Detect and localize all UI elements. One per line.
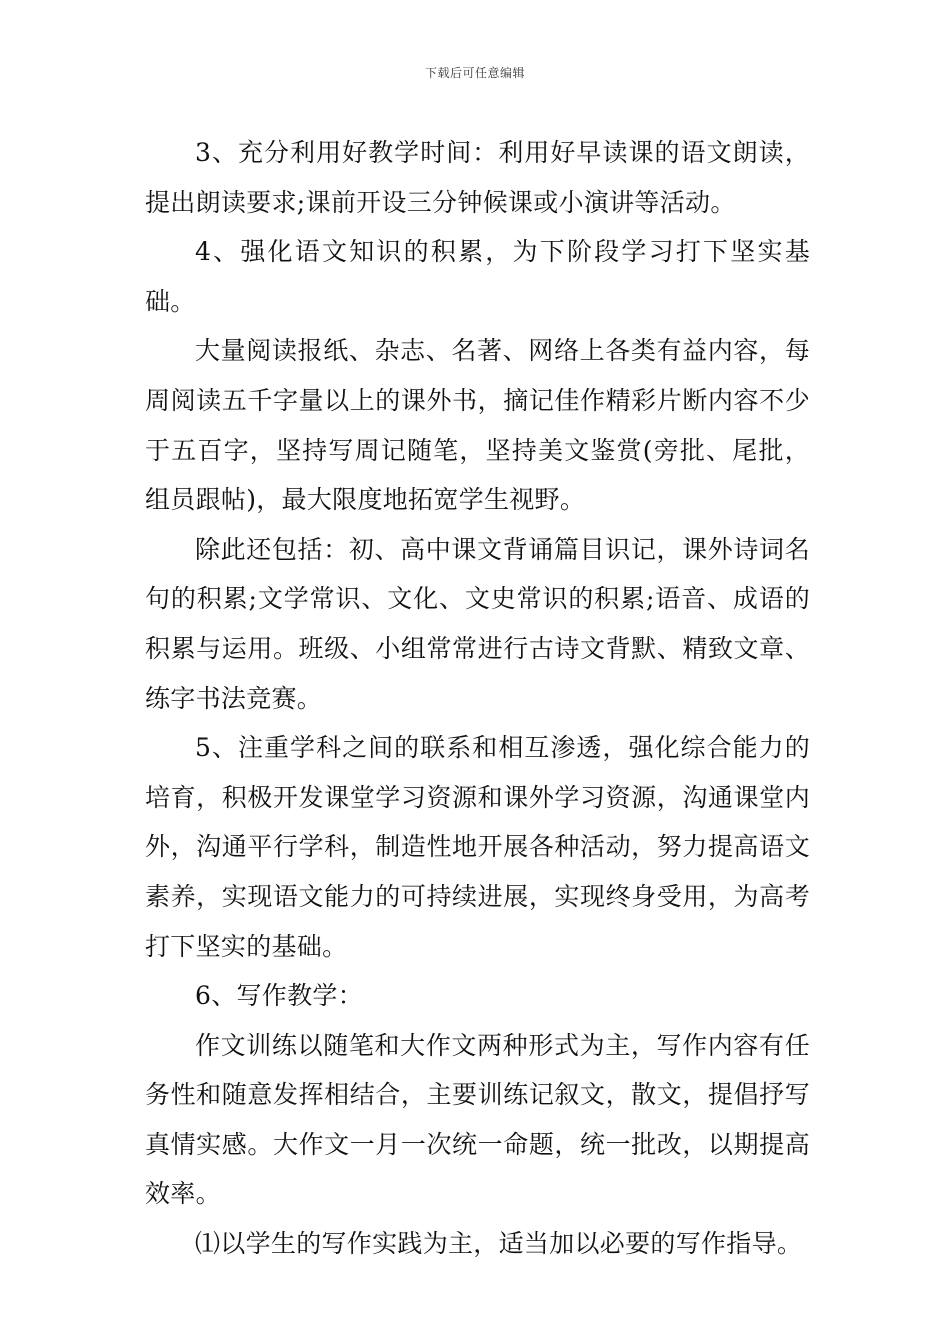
- paragraph-knowledge-accumulation: 4、强化语文知识的积累，为下阶段学习打下坚实基础。: [145, 237, 810, 316]
- paragraph-memorization: 除此还包括：初、高中课文背诵篇目识记，课外诗词名句的积累;文学常识、文化、文史常识的积累;语音、成语的积累与运用。班级、小组常常进行古诗文背默、精致文章、练字书法竞赛。: [145, 534, 810, 713]
- paragraph-writing-heading: 6、写作教学：: [195, 981, 364, 1011]
- paragraph-writing-practice: ⑴以学生的写作实践为主，适当加以必要的写作指导。: [195, 1229, 803, 1259]
- paragraph-cross-subject: 5、注重学科之间的联系和相互渗透，强化综合能力的培育，积极开发课堂学习资源和课外学习资源，沟通课堂内外，沟通平行学科，制造性地开展各种活动，努力提高语文素养，实现语文能力的可持续进展，实现终身受用，为高考打下坚实的基础。: [145, 733, 810, 961]
- paragraph-time-usage: 3、充分利用好教学时间：利用好早读课的语文朗读，提出朗读要求;课前开设三分钟候课或小演讲等活动。: [145, 138, 810, 217]
- paragraph-reading: 大量阅读报纸、杂志、名著、网络上各类有益内容，每周阅读五千字量以上的课外书，摘记佳作精彩片断内容不少于五百字，坚持写周记随笔，坚持美文鉴赏(旁批、尾批，组员跟帖)，最大限度地拓宽学生视野。: [145, 336, 810, 515]
- paragraph-writing-training: 作文训练以随笔和大作文两种形式为主，写作内容有任务性和随意发挥相结合，主要训练记叙文，散文，提倡抒写真情实感。大作文一月一次统一命题，统一批改，以期提高效率。: [145, 1030, 810, 1209]
- document-body: [145, 128, 810, 1269]
- page-header: 下载后可任意编辑: [424, 66, 525, 80]
